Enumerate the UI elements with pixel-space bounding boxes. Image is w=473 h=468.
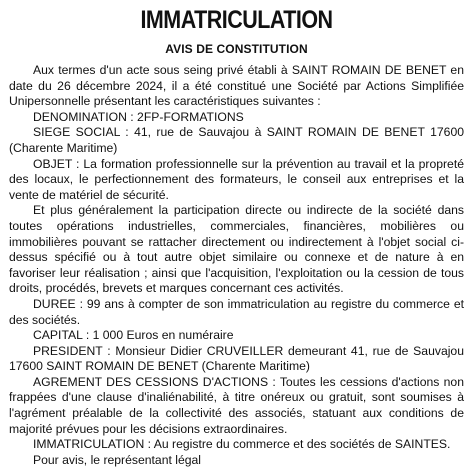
- object-paragraph: OBJET : La formation professionnelle sur la prévention au travail et la propreté des locaux, le perfectionnement des formateurs, le conseil aux entreprises et la vente de matériel de sécurité.: [9, 156, 464, 202]
- duration-paragraph: DUREE : 99 ans à compter de son immatriculation au registre du commerce et des sociétés.: [9, 296, 464, 327]
- denomination-paragraph: DENOMINATION : 2FP-FORMATIONS: [33, 109, 244, 124]
- notice-body: [9, 63, 464, 468]
- share-transfer-approval-paragraph: AGREMENT DES CESSIONS D'ACTIONS : Toutes les cessions d'actions non frappées d'une clause d'inaliénabilité, à titre onéreux ou gratuit, sont soumises à l'agrément préalable de la collectivité des associés, statuant aux conditions de majorité prévues pour les décisions extraordinaires.: [9, 374, 464, 436]
- notice-subtitle: AVIS DE CONSTITUTION: [165, 42, 308, 56]
- notice-title: IMMATRICULATION: [140, 6, 333, 34]
- intro-paragraph: Aux termes d'un acte sous seing privé établi à SAINT ROMAIN DE BENET en date du 26 décembre 2024, il a été constitué une Société par Actions Simplifiée Unipersonnelle présentant les caractéristiques suivantes :: [9, 63, 464, 109]
- signature-paragraph: Pour avis, le représentant légal: [33, 452, 202, 467]
- registered-office-paragraph: SIEGE SOCIAL : 41, rue de Sauvajou à SAINT ROMAIN DE BENET 17600 (Charente Maritime): [9, 125, 464, 155]
- general-object-paragraph: Et plus généralement la participation directe ou indirecte de la société dans toutes opérations industrielles, commerciales, financières, mobilières ou immobilières pouvant se rattacher directement ou indirectement à l'objet social ci-dessus spécifié ou à tout autre objet similaire ou connexe et de nature à en favoriser leur réalisation ; ainsi que l'acquisition, l'exploitation ou la cession de tous droits, procédés, brevets et marques concernant ces activités.: [9, 203, 464, 296]
- president-paragraph: PRESIDENT : Monsieur Didier CRUVEILLER demeurant 41, rue de Sauvajou 17600 SAINT ROMAIN DE BENET (Charente Maritime): [9, 343, 464, 374]
- registration-paragraph: IMMATRICULATION : Au registre du commerce et des sociétés de SAINTES.: [33, 437, 451, 452]
- capital-paragraph: CAPITAL : 1 000 Euros en numéraire: [33, 328, 234, 343]
